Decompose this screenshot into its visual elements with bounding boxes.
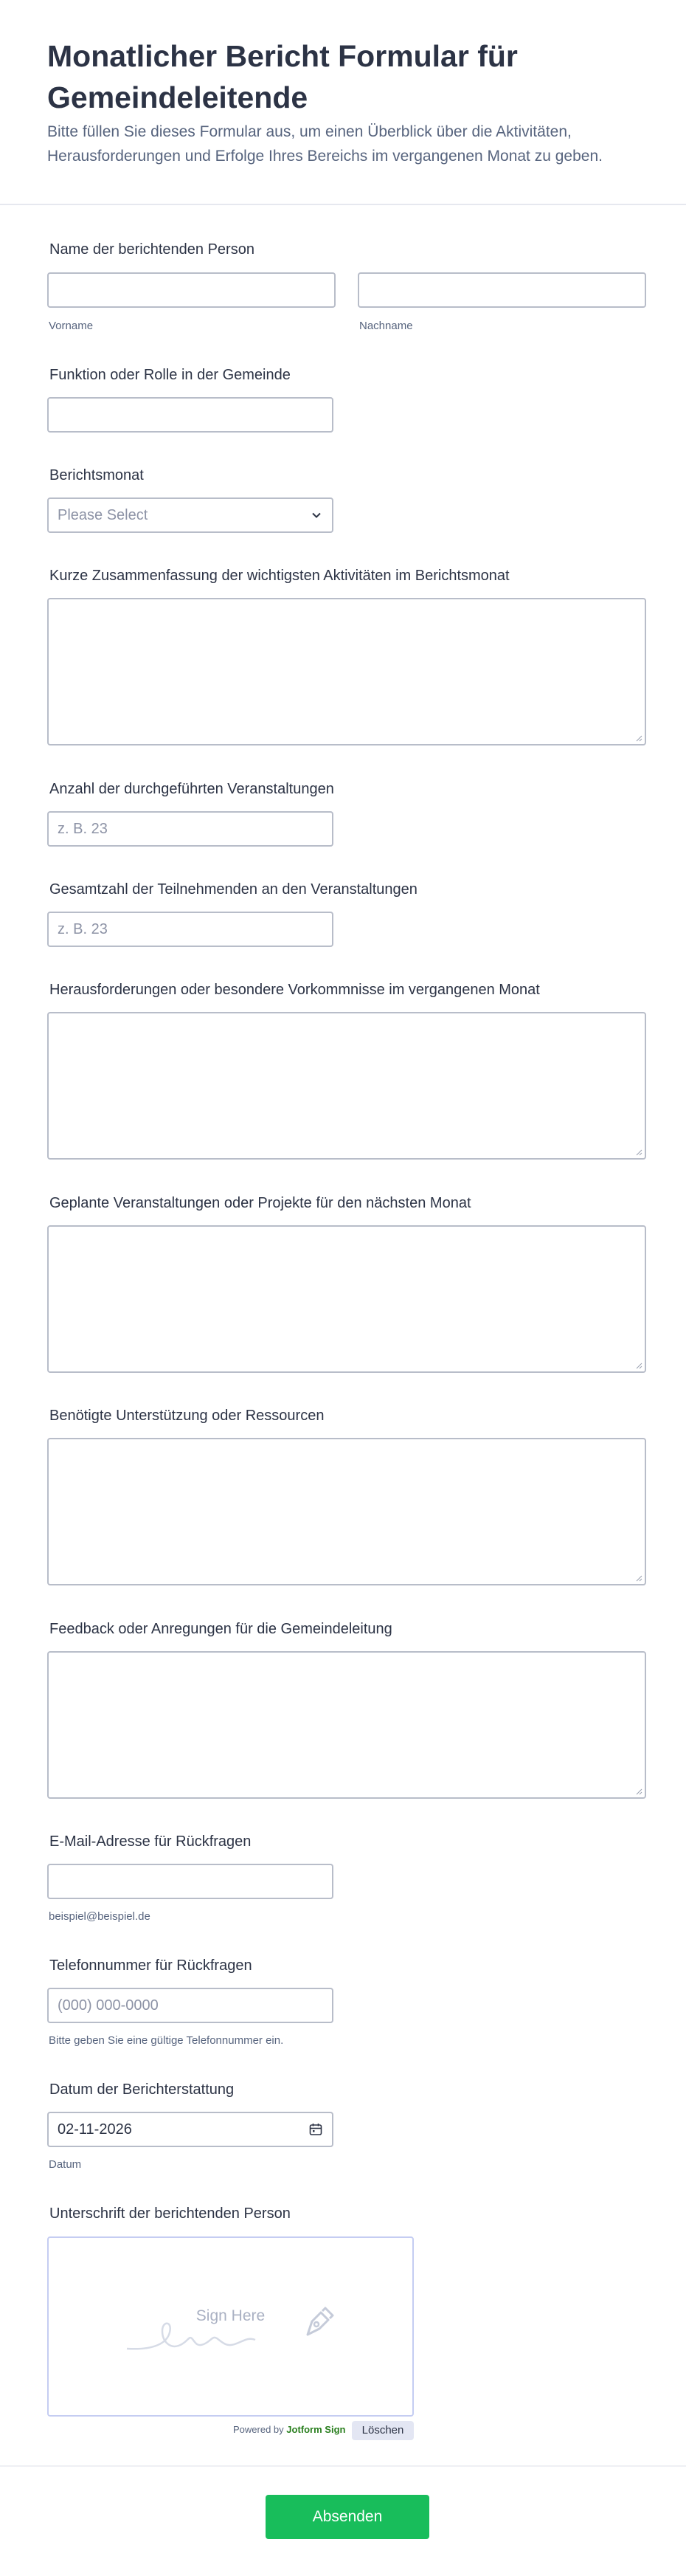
page-subtitle: Bitte füllen Sie dieses Formular aus, um einen Überblick über die Aktivitäten, Herausforderungen und Erfolge Ihres Bereichs im vergangenen Monat zu geben. (47, 123, 603, 165)
summary-textarea[interactable] (47, 598, 646, 745)
phone-placeholder: (000) 000-0000 (58, 1997, 159, 2014)
email-input[interactable] (47, 1864, 333, 1899)
pen-icon (302, 2305, 336, 2339)
role-input[interactable] (47, 397, 333, 433)
participants-input[interactable] (47, 912, 333, 947)
participants-label: Gesamtzahl der Teilnehmenden an den Veranstaltungen (49, 881, 418, 898)
month-select-placeholder: Please Select (58, 507, 148, 523)
summary-label: Kurze Zusammenfassung der wichtigsten Aktivitäten im Berichtsmonat (49, 568, 510, 584)
feedback-textarea[interactable] (47, 1651, 646, 1799)
signature-hint: Sign Here (195, 2307, 266, 2324)
feedback-label: Feedback oder Anregungen für die Gemeindeleitung (49, 1621, 392, 1637)
events-count-label: Anzahl der durchgeführten Veranstaltungen (49, 781, 334, 797)
date-value: 02-11-2026 (58, 2121, 132, 2138)
events-count-input[interactable] (47, 811, 333, 847)
month-select[interactable] (47, 497, 333, 533)
jotform-sign-brand[interactable]: Jotform Sign (286, 2424, 346, 2435)
email-label: E-Mail-Adresse für Rückfragen (49, 1833, 252, 1850)
first-name-sublabel: Vorname (49, 320, 94, 332)
date-label: Datum der Berichterstattung (49, 2081, 235, 2098)
clear-signature-button[interactable]: Löschen (352, 2421, 414, 2440)
challenges-textarea[interactable] (47, 1012, 646, 1160)
resize-handle-icon[interactable] (635, 1362, 642, 1369)
resize-handle-icon[interactable] (635, 734, 642, 742)
participants-placeholder: z. B. 23 (58, 921, 108, 937)
resize-handle-icon[interactable] (635, 1574, 642, 1582)
role-label: Funktion oder Rolle in der Gemeinde (49, 367, 291, 383)
events-count-placeholder: z. B. 23 (58, 821, 108, 837)
submit-button[interactable]: Absenden (266, 2495, 429, 2539)
calendar-icon[interactable] (308, 2122, 323, 2137)
support-label: Benötigte Unterstützung oder Ressourcen (49, 1408, 325, 1424)
month-label: Berichtsmonat (49, 467, 144, 483)
form-header (0, 0, 686, 205)
phone-label: Telefonnummer für Rückfragen (49, 1957, 252, 1974)
last-name-input[interactable] (358, 272, 646, 308)
phone-input[interactable] (47, 1988, 333, 2023)
signature-label: Unterschrift der berichtenden Person (49, 2205, 291, 2222)
email-sublabel: beispiel@beispiel.de (49, 1910, 150, 1923)
chevron-down-icon (311, 510, 322, 520)
name-label: Name der berichtenden Person (49, 241, 254, 258)
phone-sublabel: Bitte geben Sie eine gültige Telefonnummer ein. (49, 2034, 284, 2047)
date-sublabel: Datum (49, 2158, 82, 2171)
planned-textarea[interactable] (47, 1225, 646, 1373)
signature-pad[interactable] (47, 2236, 414, 2417)
powered-by-prefix: Powered by (233, 2424, 284, 2435)
resize-handle-icon[interactable] (635, 1148, 642, 1156)
powered-by (233, 2422, 345, 2437)
page-title: Monatlicher Bericht Formular für Gemeindeleitende (47, 39, 518, 114)
last-name-sublabel: Nachname (359, 320, 413, 332)
resize-handle-icon[interactable] (635, 1788, 642, 1795)
planned-label: Geplante Veranstaltungen oder Projekte für den nächsten Monat (49, 1195, 471, 1211)
first-name-input[interactable] (47, 272, 336, 308)
challenges-label: Herausforderungen oder besondere Vorkommnisse im vergangenen Monat (49, 982, 540, 998)
support-textarea[interactable] (47, 1438, 646, 1585)
date-input[interactable] (47, 2112, 333, 2147)
